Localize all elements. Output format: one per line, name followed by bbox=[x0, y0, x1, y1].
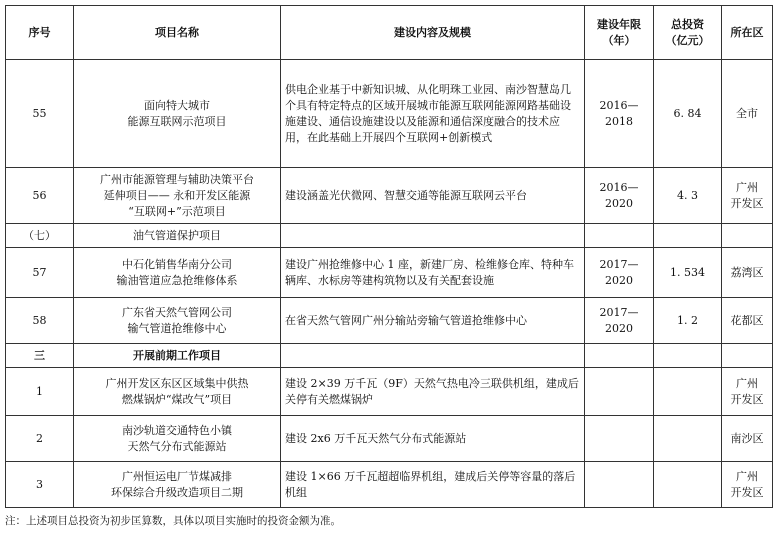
row-location: 荔湾区 bbox=[722, 248, 773, 298]
row-seq: 58 bbox=[6, 298, 74, 344]
header-content: 建设内容及规模 bbox=[281, 6, 585, 60]
row-location: 广州 开发区 bbox=[722, 168, 773, 224]
footnote: 注：上述项目总投资为初步匡算数，具体以项目实施时的投资金额为准。 bbox=[5, 515, 341, 527]
project-table bbox=[5, 5, 773, 508]
row-years: 2017—2020 bbox=[585, 248, 654, 298]
table-row bbox=[6, 248, 773, 298]
header-years: 建设年限 （年） bbox=[585, 6, 654, 60]
header-invest: 总投资 （亿元） bbox=[654, 6, 722, 60]
section-title: 油气管道保护项目 bbox=[74, 224, 281, 248]
row-seq: 1 bbox=[6, 368, 74, 416]
row-location: 广州 开发区 bbox=[722, 368, 773, 416]
section-row bbox=[6, 344, 773, 368]
row-invest: 1. 534 bbox=[654, 248, 722, 298]
header-location: 所在区 bbox=[722, 6, 773, 60]
row-name: 广州市能源管理与辅助决策平台 延伸项目—— 永和开发区能源 “互联网+”示范项目 bbox=[74, 168, 281, 224]
table-row bbox=[6, 462, 773, 508]
table-row bbox=[6, 416, 773, 462]
section-title: 开展前期工作项目 bbox=[74, 344, 281, 368]
row-content: 供电企业基于中新知识城、从化明珠工业园、南沙智慧岛几个具有特定特点的区域开展城市能源互联网能源网路基础设施建设、通信设施建设以及能源和通信深度融合的技术应用，在此基础上开展四个互联网+创新模式 bbox=[281, 60, 585, 168]
header-name: 项目名称 bbox=[74, 6, 281, 60]
row-invest bbox=[654, 368, 722, 416]
row-name: 广州恒运电厂节煤减排 环保综合升级改造项目二期 bbox=[74, 462, 281, 508]
row-name: 广州开发区东区区域集中供热 燃煤锅炉“煤改气”项目 bbox=[74, 368, 281, 416]
row-seq: （七） bbox=[6, 224, 74, 248]
row-invest: 6. 84 bbox=[654, 60, 722, 168]
row-content: 建设 2×39 万千瓦（9F）天然气热电冷三联供机组，建成后关停有关燃煤锅炉 bbox=[281, 368, 585, 416]
row-seq: 57 bbox=[6, 248, 74, 298]
row-years bbox=[585, 368, 654, 416]
table-row bbox=[6, 298, 773, 344]
row-years: 2017—2020 bbox=[585, 298, 654, 344]
row-invest: 4. 3 bbox=[654, 168, 722, 224]
header-seq: 序号 bbox=[6, 6, 74, 60]
row-content: 建设 1×66 万千瓦超超临界机组，建成后关停等容量的落后机组 bbox=[281, 462, 585, 508]
row-content: 建设 2x6 万千瓦天然气分布式能源站 bbox=[281, 416, 585, 462]
header-row bbox=[6, 6, 773, 60]
row-name: 南沙轨道交通特色小镇 天然气分布式能源站 bbox=[74, 416, 281, 462]
row-location: 全市 bbox=[722, 60, 773, 168]
section-row bbox=[6, 224, 773, 248]
row-seq: 55 bbox=[6, 60, 74, 168]
row-years: 2016—2018 bbox=[585, 60, 654, 168]
row-invest bbox=[654, 462, 722, 508]
row-years bbox=[585, 462, 654, 508]
row-name: 面向特大城市 能源互联网示范项目 bbox=[74, 60, 281, 168]
row-name: 广东省天然气管网公司 输气管道抢维修中心 bbox=[74, 298, 281, 344]
table-row bbox=[6, 60, 773, 168]
row-seq: 56 bbox=[6, 168, 74, 224]
row-content: 在省天然气管网广州分输站旁输气管道抢维修中心 bbox=[281, 298, 585, 344]
row-location: 花都区 bbox=[722, 298, 773, 344]
row-seq: 三 bbox=[6, 344, 74, 368]
table-row bbox=[6, 168, 773, 224]
row-invest: 1. 2 bbox=[654, 298, 722, 344]
project-table-document bbox=[5, 5, 772, 508]
row-years bbox=[585, 416, 654, 462]
row-content: 建设涵盖光伏微网、智慧交通等能源互联网云平台 bbox=[281, 168, 585, 224]
row-location: 南沙区 bbox=[722, 416, 773, 462]
row-content: 建设广州抢维修中心 1 座，新建厂房、检维修仓库、特种车辆库、水标房等建构筑物以及有关配套设施 bbox=[281, 248, 585, 298]
row-location: 广州 开发区 bbox=[722, 462, 773, 508]
row-seq: 2 bbox=[6, 416, 74, 462]
row-name: 中石化销售华南分公司 输油管道应急抢维修体系 bbox=[74, 248, 281, 298]
row-invest bbox=[654, 416, 722, 462]
table-row bbox=[6, 368, 773, 416]
row-years: 2016—2020 bbox=[585, 168, 654, 224]
row-seq: 3 bbox=[6, 462, 74, 508]
